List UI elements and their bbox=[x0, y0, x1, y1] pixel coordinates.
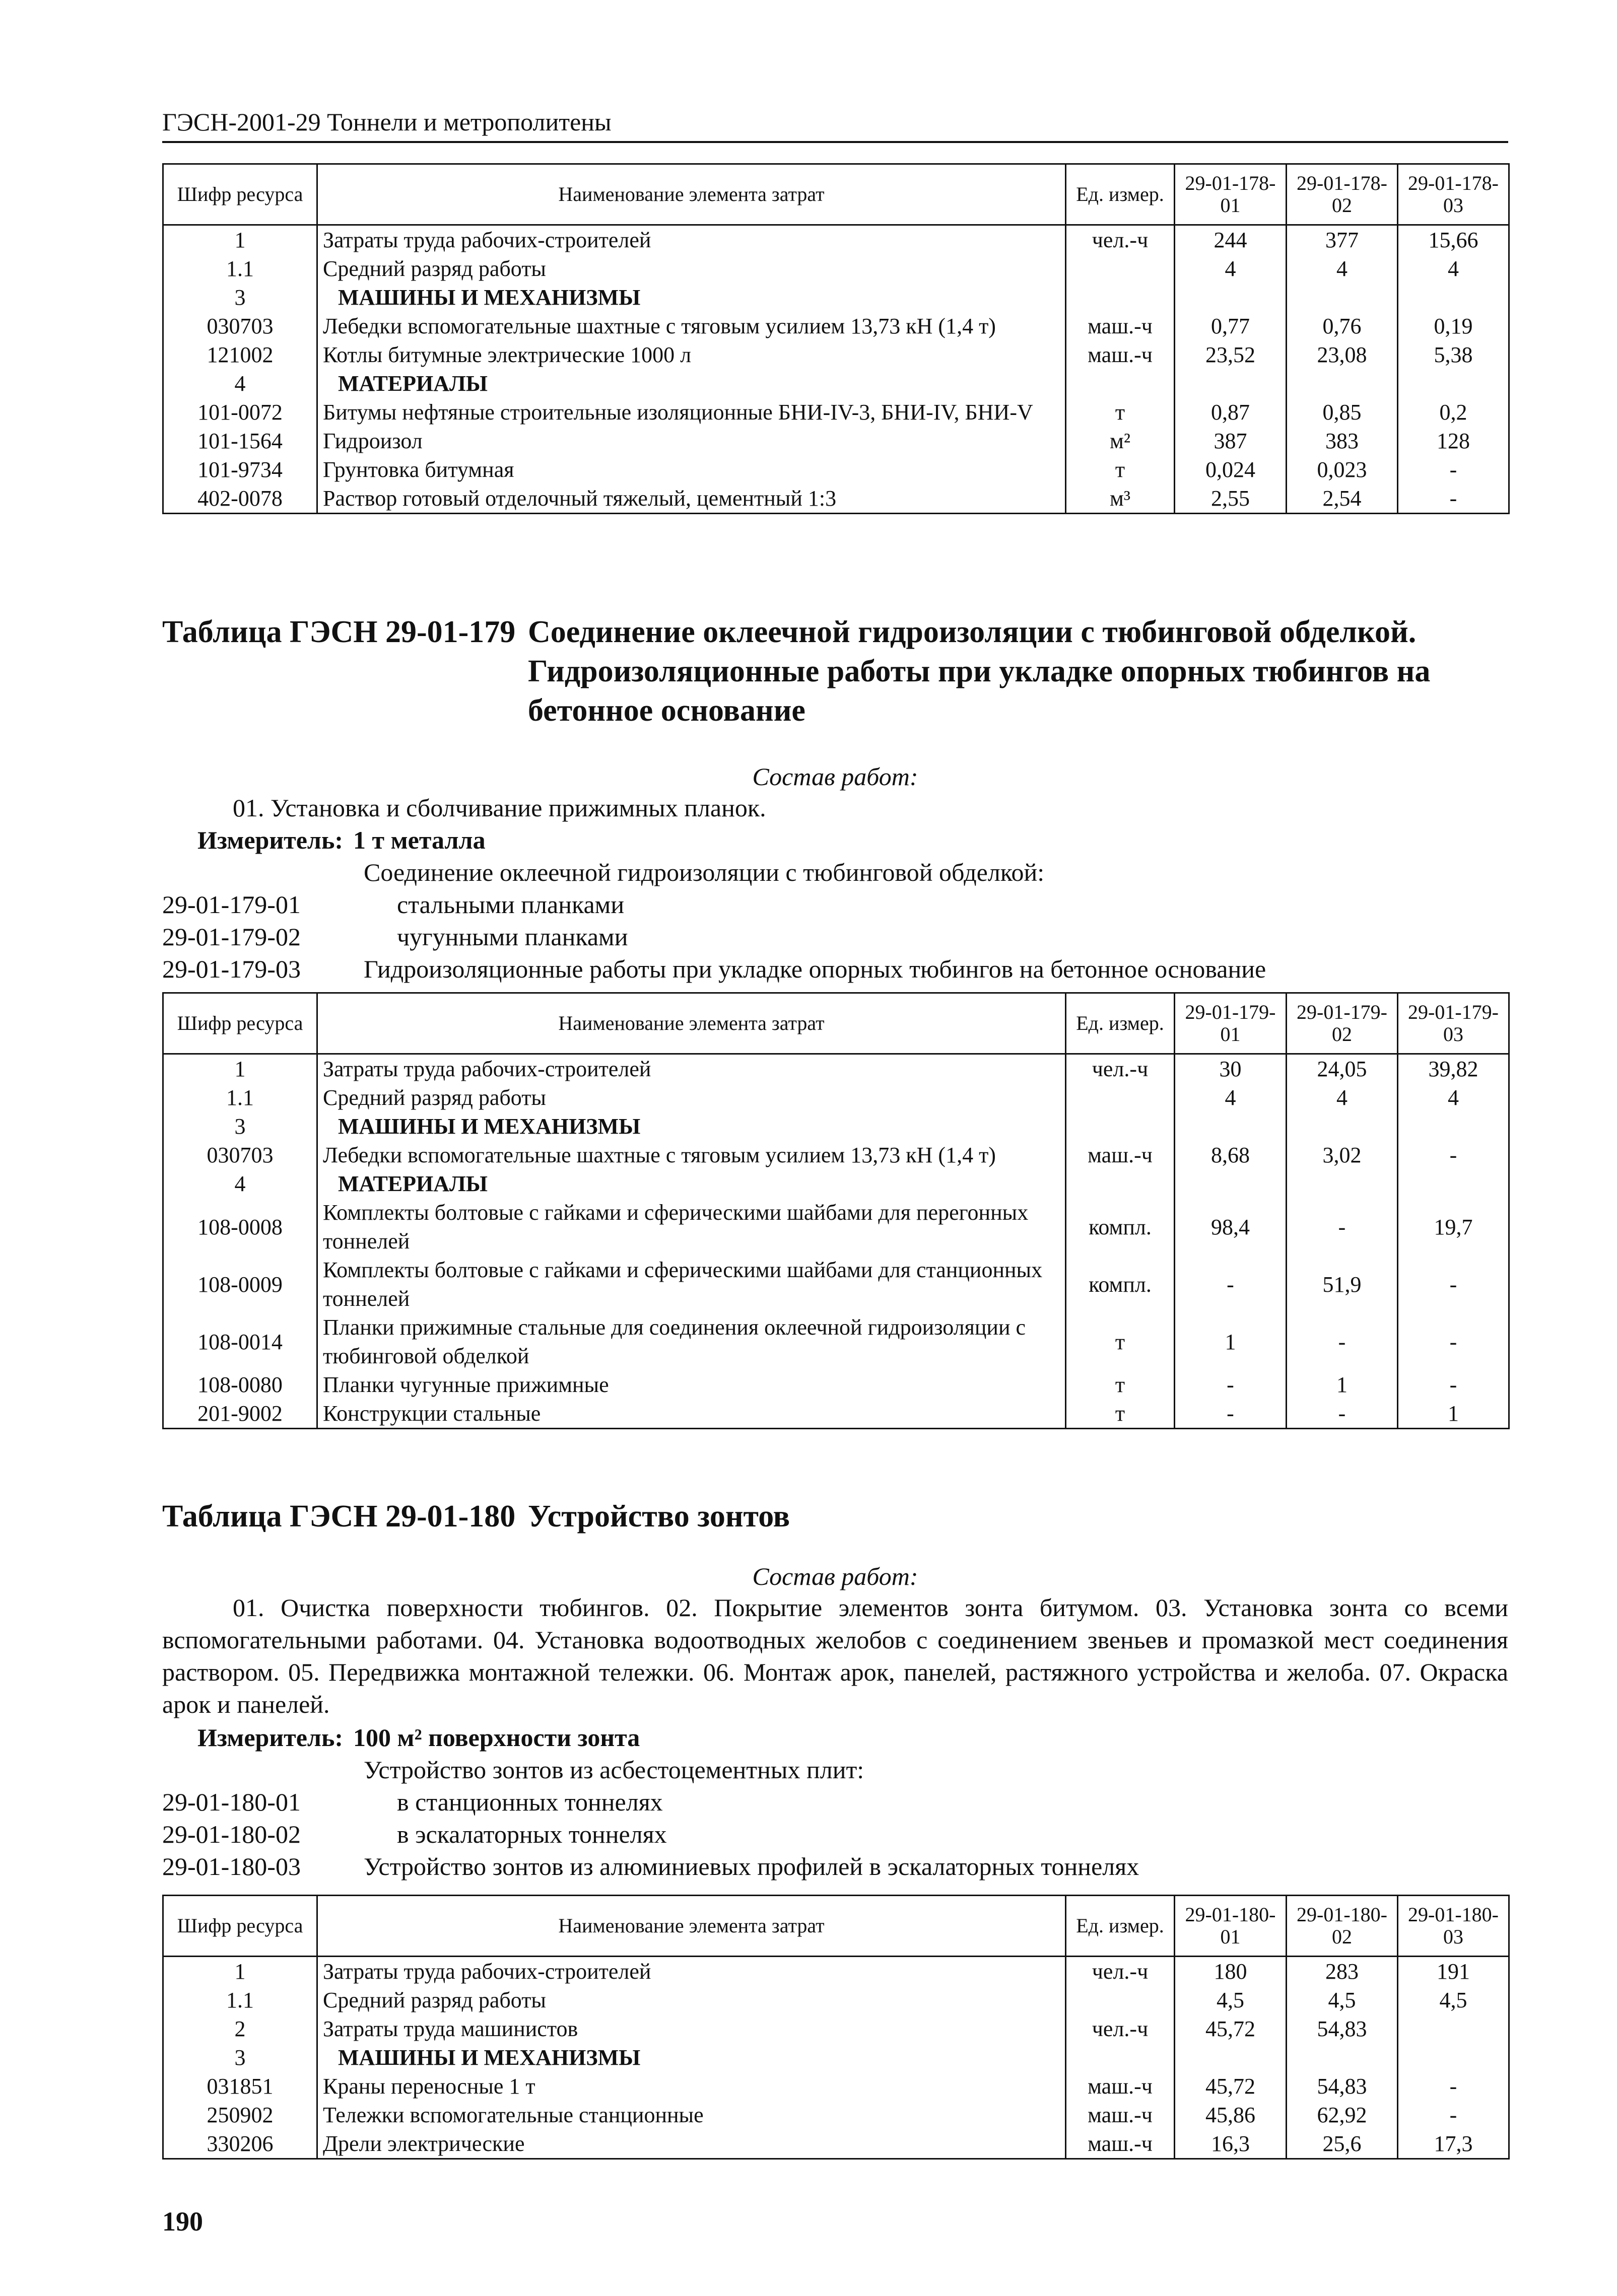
sub-item-code: 29-01-179-02 bbox=[162, 923, 301, 951]
empty-cell bbox=[1066, 283, 1175, 312]
unit-cell bbox=[1066, 1083, 1175, 1112]
unit-cell: компл. bbox=[1066, 1256, 1175, 1313]
resource-table-180 bbox=[162, 1895, 1510, 2160]
resource-code-cell: 3 bbox=[163, 1112, 317, 1141]
norm-value-cell: 4 bbox=[1398, 1083, 1509, 1112]
table-row bbox=[163, 1313, 1509, 1370]
measure-label: Измеритель: bbox=[197, 1723, 344, 1752]
norm-value-cell: 2,54 bbox=[1287, 484, 1398, 514]
table-row bbox=[163, 2129, 1509, 2159]
norm-value-cell: - bbox=[1398, 1141, 1509, 1169]
unit-cell: т bbox=[1066, 1370, 1175, 1399]
norm-value-cell: 1 bbox=[1287, 1370, 1398, 1399]
table-row bbox=[163, 1399, 1509, 1429]
section-row bbox=[163, 2043, 1509, 2072]
resource-code-cell: 101-1564 bbox=[163, 427, 317, 455]
norm-value-cell: 0,024 bbox=[1175, 455, 1287, 484]
column-header-norm: 29-01-179-03 bbox=[1398, 993, 1509, 1054]
column-header-norm: 29-01-180-01 bbox=[1175, 1896, 1287, 1957]
norm-value-cell: 4 bbox=[1287, 254, 1398, 283]
resource-name-cell: Гидроизол bbox=[317, 427, 1066, 455]
table-row bbox=[163, 1986, 1509, 2014]
section-heading-cell: МАТЕРИАЛЫ bbox=[317, 369, 1066, 398]
section-row bbox=[163, 1169, 1509, 1198]
unit-cell: маш.-ч bbox=[1066, 2101, 1175, 2129]
empty-cell bbox=[1066, 1169, 1175, 1198]
table-row bbox=[163, 340, 1509, 369]
norm-value-cell: - bbox=[1287, 1198, 1398, 1256]
column-header-norm: 29-01-178-01 bbox=[1175, 164, 1287, 225]
sub-item-description: стальными планками bbox=[397, 890, 625, 919]
table-row bbox=[163, 2014, 1509, 2043]
norm-value-cell: 39,82 bbox=[1398, 1054, 1509, 1084]
sub-item-code: 29-01-180-01 bbox=[162, 1788, 301, 1816]
empty-cell bbox=[1398, 1112, 1509, 1141]
empty-cell bbox=[1398, 283, 1509, 312]
table-row bbox=[163, 225, 1509, 255]
resource-code-cell: 402-0078 bbox=[163, 484, 317, 514]
column-header-norm: 29-01-180-02 bbox=[1287, 1896, 1398, 1957]
column-header-norm: 29-01-178-02 bbox=[1287, 164, 1398, 225]
column-header-norm: 29-01-179-02 bbox=[1287, 993, 1398, 1054]
resource-name-cell: Раствор готовый отделочный тяжелый, цементный 1:3 bbox=[317, 484, 1066, 514]
norm-value-cell: 45,86 bbox=[1175, 2101, 1287, 2129]
unit-cell: чел.-ч bbox=[1066, 225, 1175, 255]
table-header-row bbox=[163, 164, 1509, 225]
column-header-name: Наименование элемента затрат bbox=[317, 993, 1066, 1054]
norm-value-cell: 377 bbox=[1287, 225, 1398, 255]
table-title-prefix: Таблица ГЭСН 29-01-180 bbox=[162, 1499, 516, 1534]
column-header-unit: Ед. измер. bbox=[1066, 1896, 1175, 1957]
unit-cell: т bbox=[1066, 398, 1175, 427]
norm-value-cell: 0,19 bbox=[1398, 312, 1509, 340]
resource-code-cell: 3 bbox=[163, 2043, 317, 2072]
norm-value-cell: - bbox=[1398, 2101, 1509, 2129]
resource-code-cell: 1.1 bbox=[163, 1986, 317, 2014]
section-row bbox=[163, 283, 1509, 312]
measure-unit bbox=[197, 824, 486, 856]
section-heading-cell: МАШИНЫ И МЕХАНИЗМЫ bbox=[317, 1112, 1066, 1141]
section-row bbox=[163, 369, 1509, 398]
resource-name-cell: Средний разряд работы bbox=[317, 1986, 1066, 2014]
sub-item-description: чугунными планками bbox=[397, 923, 628, 951]
empty-cell bbox=[1287, 2043, 1398, 2072]
resource-code-cell: 121002 bbox=[163, 340, 317, 369]
column-header-name: Наименование элемента затрат bbox=[317, 1896, 1066, 1957]
sub-item-description: в станционных тоннелях bbox=[397, 1788, 663, 1816]
resource-name-cell: Тележки вспомогательные станционные bbox=[317, 2101, 1066, 2129]
norm-value-cell: 0,87 bbox=[1175, 398, 1287, 427]
resource-name-cell: Битумы нефтяные строительные изоляционные БНИ-IV-3, БНИ-IV, БНИ-V bbox=[317, 398, 1066, 427]
empty-cell bbox=[1175, 1169, 1287, 1198]
norm-value-cell: 24,05 bbox=[1287, 1054, 1398, 1084]
table-row bbox=[163, 1370, 1509, 1399]
resource-code-cell: 108-0009 bbox=[163, 1256, 317, 1313]
norm-value-cell: - bbox=[1398, 484, 1509, 514]
resource-code-cell: 3 bbox=[163, 283, 317, 312]
section-row bbox=[163, 1112, 1509, 1141]
empty-cell bbox=[1066, 1112, 1175, 1141]
resource-code-cell: 250902 bbox=[163, 2101, 317, 2129]
unit-cell: т bbox=[1066, 1399, 1175, 1429]
norm-value-cell: 244 bbox=[1175, 225, 1287, 255]
norm-value-cell: 54,83 bbox=[1287, 2014, 1398, 2043]
work-composition-label: Состав работ: bbox=[752, 1562, 918, 1590]
table-row bbox=[163, 2101, 1509, 2129]
norm-value-cell: 191 bbox=[1398, 1957, 1509, 1986]
unit-cell: т bbox=[1066, 455, 1175, 484]
norm-value-cell: 0,76 bbox=[1287, 312, 1398, 340]
empty-cell bbox=[1287, 1169, 1398, 1198]
unit-cell: маш.-ч bbox=[1066, 312, 1175, 340]
norm-value-cell: 98,4 bbox=[1175, 1198, 1287, 1256]
norm-value-cell: 4,5 bbox=[1287, 1986, 1398, 2014]
resource-name-cell: Затраты труда машинистов bbox=[317, 2014, 1066, 2043]
norm-value-cell: 16,3 bbox=[1175, 2129, 1287, 2159]
norm-value-cell: 0,2 bbox=[1398, 398, 1509, 427]
resource-name-cell: Дрели электрические bbox=[317, 2129, 1066, 2159]
resource-name-cell: Средний разряд работы bbox=[317, 254, 1066, 283]
resource-code-cell: 4 bbox=[163, 369, 317, 398]
resource-name-cell: Конструкции стальные bbox=[317, 1399, 1066, 1429]
header-rule bbox=[162, 141, 1508, 143]
column-header-code: Шифр ресурса bbox=[163, 1896, 317, 1957]
unit-cell bbox=[1066, 254, 1175, 283]
norm-value-cell: 51,9 bbox=[1287, 1256, 1398, 1313]
column-header-norm: 29-01-180-03 bbox=[1398, 1896, 1509, 1957]
work-composition-text: 01. Установка и сболчивание прижимных планок. bbox=[233, 794, 766, 822]
column-header-unit: Ед. измер. bbox=[1066, 993, 1175, 1054]
column-header-unit: Ед. измер. bbox=[1066, 164, 1175, 225]
table-row bbox=[163, 1054, 1509, 1084]
sub-item-code: 29-01-180-02 bbox=[162, 1820, 301, 1848]
section-heading-cell: МАТЕРИАЛЫ bbox=[317, 1169, 1066, 1198]
work-composition-text: 01. Очистка поверхности тюбингов. 02. Покрытие элементов зонта битумом. 03. Установка зонта со всеми вспомогательными работами. 04. Установка водоотводных желобов с соединением звеньев и промазкой мест соединения раствором. 05. Передвижка монтажной тележки. 06. Монтаж арок, панелей, растяжного устройства и желоба. 07. Окраска арок и панелей. bbox=[162, 1593, 1508, 1718]
norm-value-cell: 4,5 bbox=[1398, 1986, 1509, 2014]
norm-value-cell: - bbox=[1398, 1313, 1509, 1370]
resource-name-cell: Лебедки вспомогательные шахтные с тяговым усилием 13,73 кН (1,4 т) bbox=[317, 1141, 1066, 1169]
sub-item-description: Гидроизоляционные работы при укладке опорных тюбингов на бетонное основание bbox=[364, 955, 1266, 983]
norm-value-cell: - bbox=[1175, 1256, 1287, 1313]
norm-value-cell: - bbox=[1287, 1399, 1398, 1429]
resource-code-cell: 030703 bbox=[163, 312, 317, 340]
norm-value-cell: 54,83 bbox=[1287, 2072, 1398, 2101]
table-row bbox=[163, 254, 1509, 283]
table-header-row bbox=[163, 1896, 1509, 1957]
empty-cell bbox=[1287, 1112, 1398, 1141]
unit-cell: маш.-ч bbox=[1066, 340, 1175, 369]
norm-value-cell: 23,52 bbox=[1175, 340, 1287, 369]
column-header-name: Наименование элемента затрат bbox=[317, 164, 1066, 225]
empty-cell bbox=[1398, 1169, 1509, 1198]
resource-code-cell: 1 bbox=[163, 1957, 317, 1986]
norm-value-cell: 0,023 bbox=[1287, 455, 1398, 484]
measure-label: Измеритель: bbox=[197, 826, 344, 854]
resource-code-cell: 030703 bbox=[163, 1141, 317, 1169]
sub-item-description: Устройство зонтов из алюминиевых профилей в эскалаторных тоннелях bbox=[364, 1852, 1139, 1881]
empty-cell bbox=[1287, 369, 1398, 398]
resource-code-cell: 2 bbox=[163, 2014, 317, 2043]
unit-cell: чел.-ч bbox=[1066, 2014, 1175, 2043]
table-title-179 bbox=[162, 612, 1508, 728]
norm-value-cell: 19,7 bbox=[1398, 1198, 1509, 1256]
resource-name-cell: Котлы битумные электрические 1000 л bbox=[317, 340, 1066, 369]
norm-value-cell: - bbox=[1398, 455, 1509, 484]
work-composition-label: Состав работ: bbox=[752, 762, 918, 791]
resource-code-cell: 1 bbox=[163, 225, 317, 255]
norm-value-cell: 387 bbox=[1175, 427, 1287, 455]
norm-value-cell: 4 bbox=[1175, 254, 1287, 283]
norm-value-cell: - bbox=[1398, 1370, 1509, 1399]
norm-value-cell: 25,6 bbox=[1287, 2129, 1398, 2159]
empty-cell bbox=[1398, 369, 1509, 398]
resource-name-cell: Планки прижимные стальные для соединения оклеечной гидроизоляции с тюбинговой обделкой bbox=[317, 1313, 1066, 1370]
table-row bbox=[163, 484, 1509, 514]
norm-value-cell: 4 bbox=[1287, 1083, 1398, 1112]
table-header-row bbox=[163, 993, 1509, 1054]
norm-value-cell bbox=[1398, 2014, 1509, 2043]
column-header-norm: 29-01-179-01 bbox=[1175, 993, 1287, 1054]
resource-code-cell: 330206 bbox=[163, 2129, 317, 2159]
empty-cell bbox=[1398, 2043, 1509, 2072]
column-header-code: Шифр ресурса bbox=[163, 164, 317, 225]
table-row bbox=[163, 427, 1509, 455]
table-title-text: Устройство зонтов bbox=[528, 1499, 790, 1534]
resource-code-cell: 108-0008 bbox=[163, 1198, 317, 1256]
resource-code-cell: 101-9734 bbox=[163, 455, 317, 484]
norm-value-cell: - bbox=[1175, 1370, 1287, 1399]
table-title-text: Соединение оклеечной гидроизоляции с тюбинговой обделкой. Гидроизоляционные работы при укладке опорных тюбингов на бетонное основание bbox=[528, 615, 1431, 728]
resource-table-179 bbox=[162, 992, 1510, 1429]
unit-cell: компл. bbox=[1066, 1198, 1175, 1256]
table-row bbox=[163, 312, 1509, 340]
norm-value-cell: 4 bbox=[1398, 254, 1509, 283]
norm-value-cell: 4,5 bbox=[1175, 1986, 1287, 2014]
resource-code-cell: 1.1 bbox=[163, 254, 317, 283]
column-header-code: Шифр ресурса bbox=[163, 993, 317, 1054]
resource-code-cell: 201-9002 bbox=[163, 1399, 317, 1429]
norm-value-cell: 8,68 bbox=[1175, 1141, 1287, 1169]
norm-value-cell: 23,08 bbox=[1287, 340, 1398, 369]
table-row bbox=[163, 2072, 1509, 2101]
sub-item-code: 29-01-179-01 bbox=[162, 890, 301, 919]
section-heading-cell: МАШИНЫ И МЕХАНИЗМЫ bbox=[317, 2043, 1066, 2072]
measure-value: 1 т металла bbox=[353, 826, 486, 854]
table-row bbox=[163, 1957, 1509, 1986]
empty-cell bbox=[1066, 369, 1175, 398]
norm-value-cell: 2,55 bbox=[1175, 484, 1287, 514]
norm-value-cell: - bbox=[1398, 2072, 1509, 2101]
norm-value-cell: 383 bbox=[1287, 427, 1398, 455]
table-title-prefix: Таблица ГЭСН 29-01-179 bbox=[162, 615, 516, 649]
running-header: ГЭСН-2001-29 Тоннели и метрополитены bbox=[162, 108, 612, 136]
resource-name-cell: Затраты труда рабочих-строителей bbox=[317, 1957, 1066, 1986]
resource-code-cell: 1.1 bbox=[163, 1083, 317, 1112]
table-row bbox=[163, 455, 1509, 484]
resource-code-cell: 101-0072 bbox=[163, 398, 317, 427]
empty-cell bbox=[1066, 2043, 1175, 2072]
unit-cell: маш.-ч bbox=[1066, 2129, 1175, 2159]
norm-value-cell: 1 bbox=[1175, 1313, 1287, 1370]
norm-value-cell: - bbox=[1398, 1256, 1509, 1313]
resource-name-cell: Комплекты болтовые с гайками и сферическими шайбами для перегонных тоннелей bbox=[317, 1198, 1066, 1256]
table-row bbox=[163, 1083, 1509, 1112]
norm-value-cell: 180 bbox=[1175, 1957, 1287, 1986]
unit-cell bbox=[1066, 1986, 1175, 2014]
empty-cell bbox=[1175, 1112, 1287, 1141]
norm-value-cell: 128 bbox=[1398, 427, 1509, 455]
norm-value-cell: 30 bbox=[1175, 1054, 1287, 1084]
resource-code-cell: 108-0014 bbox=[163, 1313, 317, 1370]
norm-value-cell: 17,3 bbox=[1398, 2129, 1509, 2159]
table-row bbox=[163, 398, 1509, 427]
resource-name-cell: Планки чугунные прижимные bbox=[317, 1370, 1066, 1399]
norm-value-cell: 15,66 bbox=[1398, 225, 1509, 255]
unit-cell: м² bbox=[1066, 427, 1175, 455]
measure-value: 100 м² поверхности зонта bbox=[353, 1723, 640, 1752]
empty-cell bbox=[1175, 2043, 1287, 2072]
sub-item-code: 29-01-179-03 bbox=[162, 955, 301, 983]
unit-cell: м³ bbox=[1066, 484, 1175, 514]
resource-name-cell: Грунтовка битумная bbox=[317, 455, 1066, 484]
resource-table-178 bbox=[162, 163, 1510, 514]
table-row bbox=[163, 1198, 1509, 1256]
resource-name-cell: Краны переносные 1 т bbox=[317, 2072, 1066, 2101]
norm-value-cell: 5,38 bbox=[1398, 340, 1509, 369]
unit-cell: маш.-ч bbox=[1066, 1141, 1175, 1169]
section-heading-cell: МАШИНЫ И МЕХАНИЗМЫ bbox=[317, 283, 1066, 312]
resource-code-cell: 1 bbox=[163, 1054, 317, 1084]
norm-value-cell: 0,77 bbox=[1175, 312, 1287, 340]
sub-item-description: в эскалаторных тоннелях bbox=[397, 1820, 667, 1848]
unit-cell: т bbox=[1066, 1313, 1175, 1370]
column-header-norm: 29-01-178-03 bbox=[1398, 164, 1509, 225]
norm-value-cell: 62,92 bbox=[1287, 2101, 1398, 2129]
norm-value-cell: 3,02 bbox=[1287, 1141, 1398, 1169]
resource-name-cell: Комплекты болтовые с гайками и сферическими шайбами для станционных тоннелей bbox=[317, 1256, 1066, 1313]
resource-code-cell: 4 bbox=[163, 1169, 317, 1198]
norm-value-cell: 4 bbox=[1175, 1083, 1287, 1112]
norm-value-cell: - bbox=[1175, 1399, 1287, 1429]
table-row bbox=[163, 1141, 1509, 1169]
unit-cell: чел.-ч bbox=[1066, 1957, 1175, 1986]
norm-value-cell: 283 bbox=[1287, 1957, 1398, 1986]
resource-name-cell: Лебедки вспомогательные шахтные с тяговым усилием 13,73 кН (1,4 т) bbox=[317, 312, 1066, 340]
sub-item-intro: Устройство зонтов из асбестоцементных плит: bbox=[364, 1756, 864, 1784]
resource-name-cell: Средний разряд работы bbox=[317, 1083, 1066, 1112]
measure-unit bbox=[197, 1721, 640, 1754]
unit-cell: маш.-ч bbox=[1066, 2072, 1175, 2101]
unit-cell: чел.-ч bbox=[1066, 1054, 1175, 1084]
sub-item-code: 29-01-180-03 bbox=[162, 1852, 301, 1881]
table-row bbox=[163, 1256, 1509, 1313]
resource-name-cell: Затраты труда рабочих-строителей bbox=[317, 225, 1066, 255]
page-number: 190 bbox=[162, 2206, 203, 2237]
norm-value-cell: 1 bbox=[1398, 1399, 1509, 1429]
norm-value-cell: 45,72 bbox=[1175, 2014, 1287, 2043]
norm-value-cell: - bbox=[1287, 1313, 1398, 1370]
resource-code-cell: 108-0080 bbox=[163, 1370, 317, 1399]
empty-cell bbox=[1175, 369, 1287, 398]
resource-code-cell: 031851 bbox=[163, 2072, 317, 2101]
norm-value-cell: 45,72 bbox=[1175, 2072, 1287, 2101]
resource-name-cell: Затраты труда рабочих-строителей bbox=[317, 1054, 1066, 1084]
table-title-180 bbox=[162, 1497, 1508, 1536]
norm-value-cell: 0,85 bbox=[1287, 398, 1398, 427]
empty-cell bbox=[1287, 283, 1398, 312]
empty-cell bbox=[1175, 283, 1287, 312]
sub-item-intro: Соединение оклеечной гидроизоляции с тюбинговой обделкой: bbox=[364, 858, 1045, 886]
